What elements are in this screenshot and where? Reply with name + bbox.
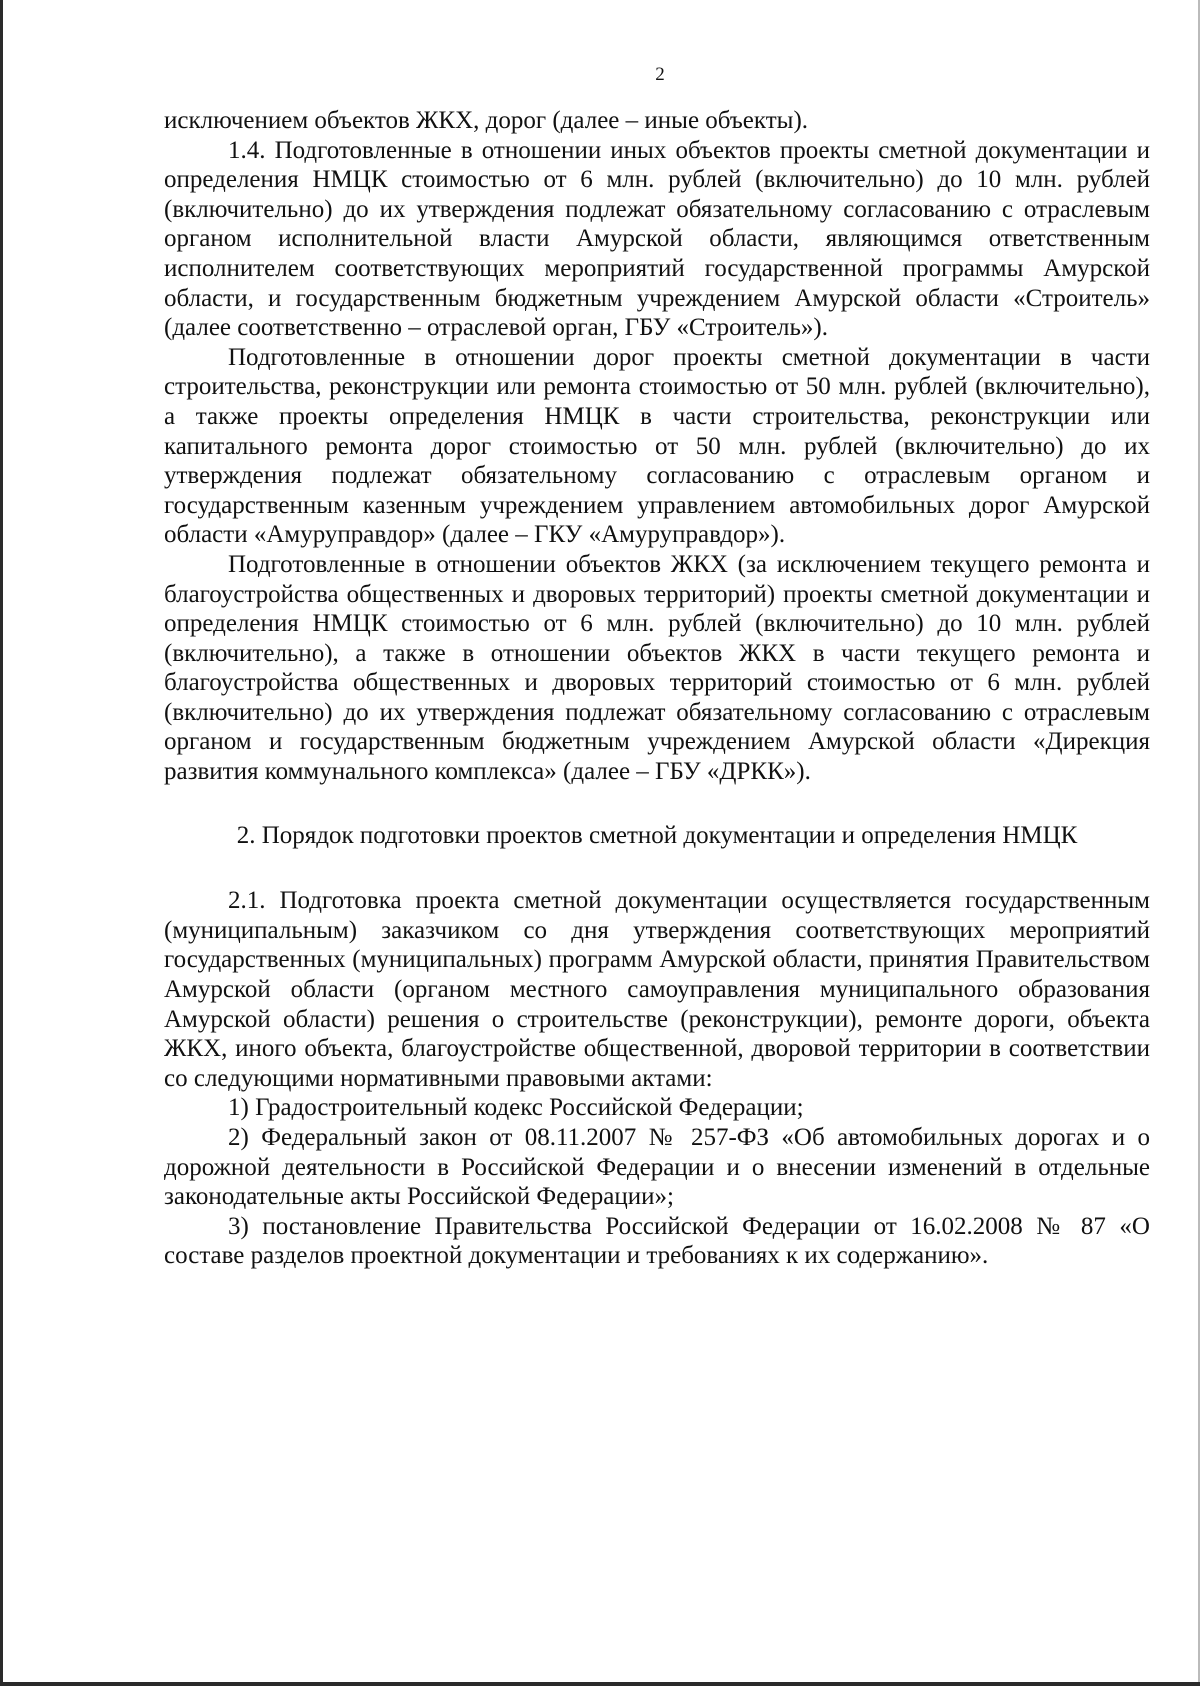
paragraph-continuation: исключением объектов ЖКХ, дорог (далее – иные объекты). <box>164 107 809 134</box>
list-item-3: 3) постановление Правительства Российской Федерации от 16.02.2008 № 87 «О составе разделов проектной документации и требованиях к их содержанию». <box>164 1212 1150 1270</box>
paragraph-roads: Подготовленные в отношении дорог проекты сметной документации в части строительства, реконструкции или ремонта стоимостью от 50 млн. рублей (включительно), а также проекты определения НМЦК в части строительства, реконструкции или капитального ремонта дорог стоимостью от 50 млн. рублей (включительно) до их утверждения подлежат обязательному согласованию с отраслевым органом и государственным казенным учреждением управлением автомобильных дорог Амурской области «Амуруправдор» (далее – ГКУ «Амуруправдор»). <box>164 343 1150 549</box>
paragraph-2-1: 2.1. Подготовка проекта сметной документации осуществляется государственным (муниципальным) заказчиком со дня утверждения соответствующих мероприятий государственных (муниципальных) программ Амурской области, принятия Правительством Амурской области (органом местного самоуправления муниципального образования Амурской области) решения о строительстве (реконструкции), ремонте дороги, объекта ЖКХ, иного объекта, благоустройстве общественной, дворовой территории в соответствии со следующими нормативными правовыми актами: <box>164 887 1150 1092</box>
page-number: 2 <box>655 64 665 85</box>
list-item-1: 1) Градостроительный кодекс Российской Федерации; <box>228 1094 804 1122</box>
list-item-2: 2) Федеральный закон от 08.11.2007 № 257-ФЗ «Об автомобильных дорогах и о дорожной деятельности в Российской Федерации и о внесении изменений в отдельные законодательные акты Российской Федерации»; <box>164 1124 1150 1211</box>
paragraph-1-4: 1.4. Подготовленные в отношении иных объектов проекты сметной документации и определения НМЦК стоимостью от 6 млн. рублей (включительно) до 10 млн. рублей (включительно) до их утверждения подлежат обязательному согласованию с отраслевым органом исполнительной власти Амурской области, являющимся ответственным исполнителем соответствующих мероприятий государственной программы Амурской области, и государственным бюджетным учреждением Амурской области «Строитель» (далее соответственно – отраслевой орган, ГБУ «Строитель»). <box>164 136 1150 342</box>
paragraph-housing: Подготовленные в отношении объектов ЖКХ (за исключением текущего ремонта и благоустройства общественных и дворовых территорий) проекты сметной документации и определения НМЦК стоимостью от 6 млн. рублей (включительно) до 10 млн. рублей (включительно), а также в отношении объектов ЖКХ в части текущего ремонта и благоустройства общественных и дворовых территорий стоимостью от 6 млн. рублей (включительно) до их утверждения подлежат обязательному согласованию с отраслевым органом и государственным бюджетным учреждением Амурской области «Дирекция развития коммунального комплекса» (далее – ГБУ «ДРКК»). <box>164 550 1150 786</box>
scan-edge-left <box>0 0 3 1686</box>
document-body <box>164 106 1150 1271</box>
scan-edge-bottom <box>0 1682 1200 1686</box>
section-heading: 2. Порядок подготовки проектов сметной документации и определения НМЦК <box>236 821 1078 849</box>
